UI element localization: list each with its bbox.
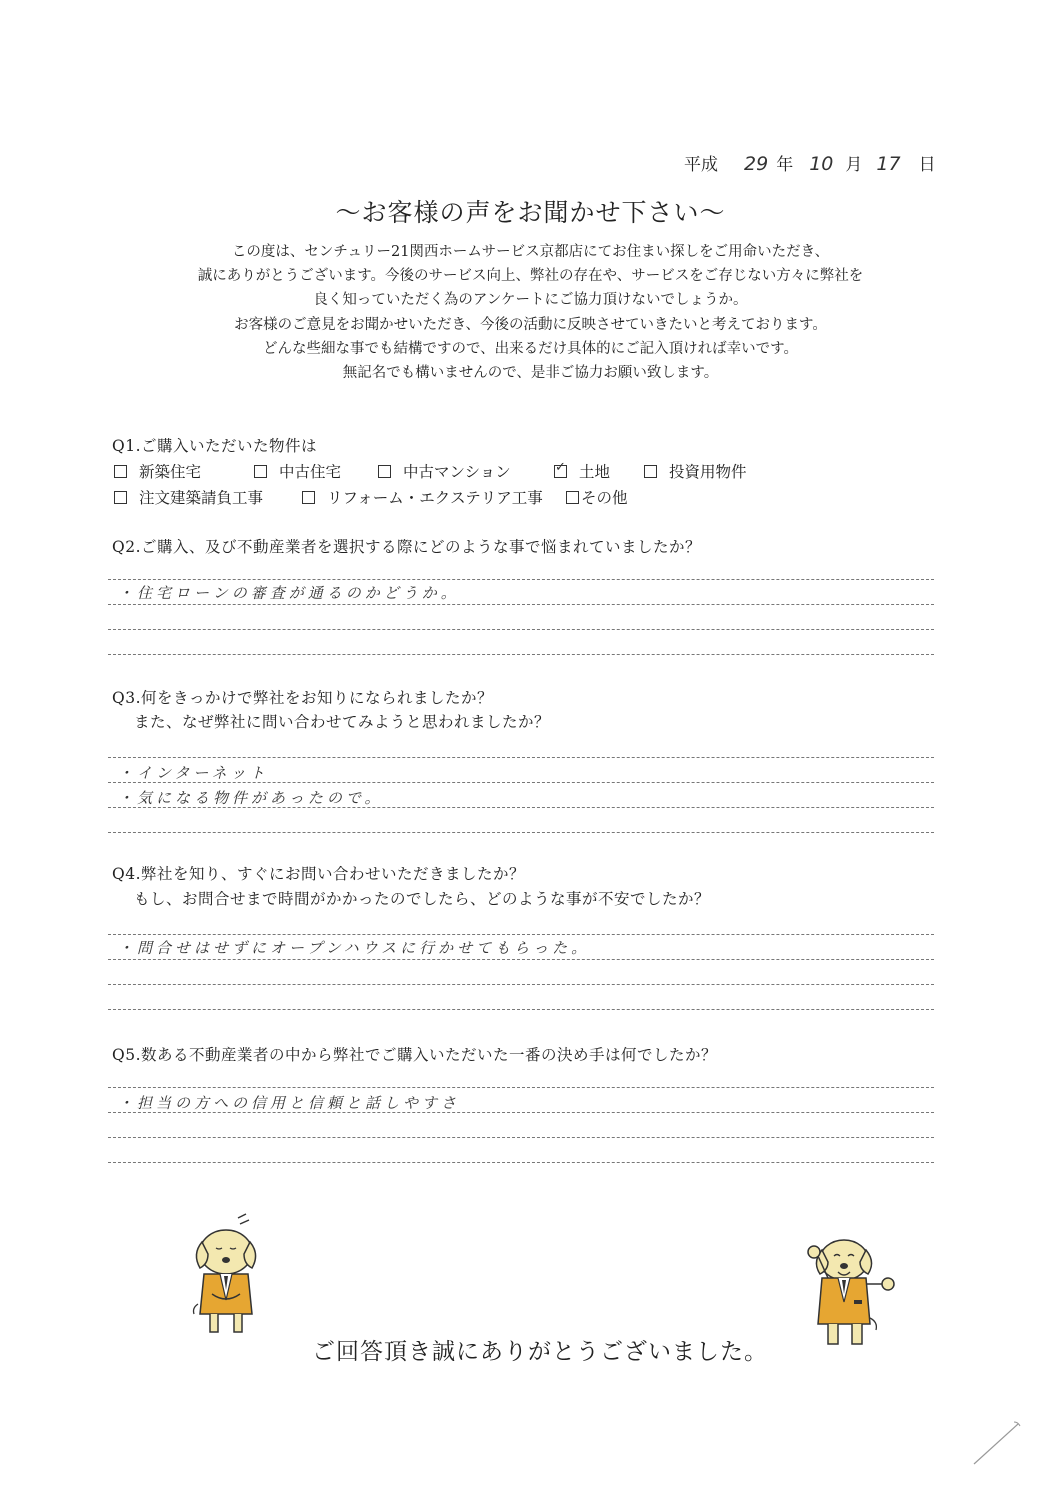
date-month-label: 月: [845, 155, 863, 175]
question-4-text: Q4.弊社を知り、すぐにお問い合わせいただきましたか？: [112, 865, 525, 883]
answer-2: ・住宅ローンの審査が通るのかどうか。: [118, 584, 460, 602]
question-4: [112, 862, 710, 912]
answer-line: [108, 629, 934, 630]
question-5: Q5.数ある不動産業者の中から弊社でご購入いただいた一番の決め手は何でしたか？: [112, 1046, 717, 1064]
answer-line: [108, 1162, 934, 1163]
date-day: 17: [876, 153, 901, 175]
question-3-text: Q3.何をきっかけで弊社をお知りになられましたか？: [112, 689, 493, 707]
date-day-label: 日: [918, 155, 936, 175]
date-year: 29: [744, 153, 769, 175]
answer-line: [108, 1009, 934, 1010]
answer-line: [108, 757, 934, 758]
answer-3-line-2: ・気になる物件があったので。: [118, 789, 384, 807]
answer-line: [108, 984, 934, 985]
answer-line: [108, 1112, 934, 1113]
date-year-label: 年: [776, 155, 794, 175]
mascot-dog-bowing: [190, 1212, 270, 1337]
answer-line: [108, 782, 934, 783]
option-investment[interactable]: 投資用物件: [644, 460, 747, 482]
checkbox[interactable]: [302, 491, 315, 504]
stray-pencil-mark: [970, 1418, 1030, 1468]
checkbox-checked[interactable]: [554, 465, 567, 478]
checkbox[interactable]: [566, 491, 579, 504]
answer-line: [108, 807, 934, 808]
answer-3-line-1: ・インターネット: [118, 764, 269, 782]
question-1: Q1.ご購入いただいた物件は: [112, 437, 317, 455]
checkbox[interactable]: [378, 465, 391, 478]
mascot-dog-cheering: [800, 1232, 910, 1352]
answer-4: ・問合せはせずにオープンハウスに行かせてもらった。: [118, 939, 591, 957]
answer-line: [108, 1137, 934, 1138]
answer-5: ・担当の方への信用と信頼と話しやすさ: [118, 1094, 461, 1112]
date-era: 平成: [684, 155, 718, 175]
thanks-message: ご回答頂き誠にありがとうございました。: [312, 1339, 768, 1365]
intro-line: この度は、センチュリー21関西ホームサービス京都店にてお住まい探しをご用命いただき、: [231, 244, 830, 260]
option-custom-build[interactable]: 注文建築請負工事: [114, 486, 263, 508]
intro-line: 誠にありがとうございます。今後のサービス向上、弊社の存在や、サービスをご存じない方々に弊社を: [197, 268, 864, 285]
checkbox[interactable]: [644, 465, 657, 478]
option-new-house[interactable]: 新築住宅: [114, 460, 201, 482]
checkbox[interactable]: [114, 491, 127, 504]
question-3: [112, 686, 550, 734]
question-3-sub: また、なぜ弊社に問い合わせてみようと思われましたか？: [134, 713, 551, 731]
answer-line: [108, 934, 934, 935]
option-land[interactable]: ✓ 土地: [554, 460, 610, 482]
question-2: Q2.ご購入、及び不動産業者を選択する際にどのような事で悩まれていましたか？: [112, 538, 701, 556]
answer-line: [108, 1087, 934, 1088]
option-other[interactable]: その他: [566, 486, 628, 508]
option-used-house[interactable]: 中古住宅: [254, 460, 341, 482]
answer-line: [108, 959, 934, 960]
checkbox[interactable]: [254, 465, 267, 478]
intro-line: どんな些細な事でも結構ですので、出来るだけ具体的にご記入頂ければ幸いです。: [262, 340, 799, 357]
intro-line: お客様のご意見をお聞かせいただき、今後の活動に反映させていきたいと考えております。: [234, 316, 827, 333]
survey-title: 〜お客様の声をお聞かせ下さい〜: [335, 198, 726, 227]
intro-text: [0, 240, 1061, 385]
answer-line: [108, 604, 934, 605]
option-used-condo[interactable]: 中古マンション: [378, 460, 511, 482]
checkbox[interactable]: [114, 465, 127, 478]
date-month: 10: [809, 153, 834, 175]
answer-line: [108, 579, 934, 580]
answer-line: [108, 654, 934, 655]
question-4-sub: もし、お問合せまで時間がかかったのでしたら、どのような事が不安でしたか？: [134, 890, 711, 908]
intro-line: 良く知っていただく為のアンケートにご協力頂けないでしょうか。: [313, 292, 748, 309]
survey-date: [684, 150, 936, 175]
option-reform[interactable]: リフォーム・エクステリア工事: [302, 486, 543, 508]
intro-line: 無記名でも構いませんので、是非ご協力お願い致します。: [342, 365, 719, 382]
answer-line: [108, 832, 934, 833]
